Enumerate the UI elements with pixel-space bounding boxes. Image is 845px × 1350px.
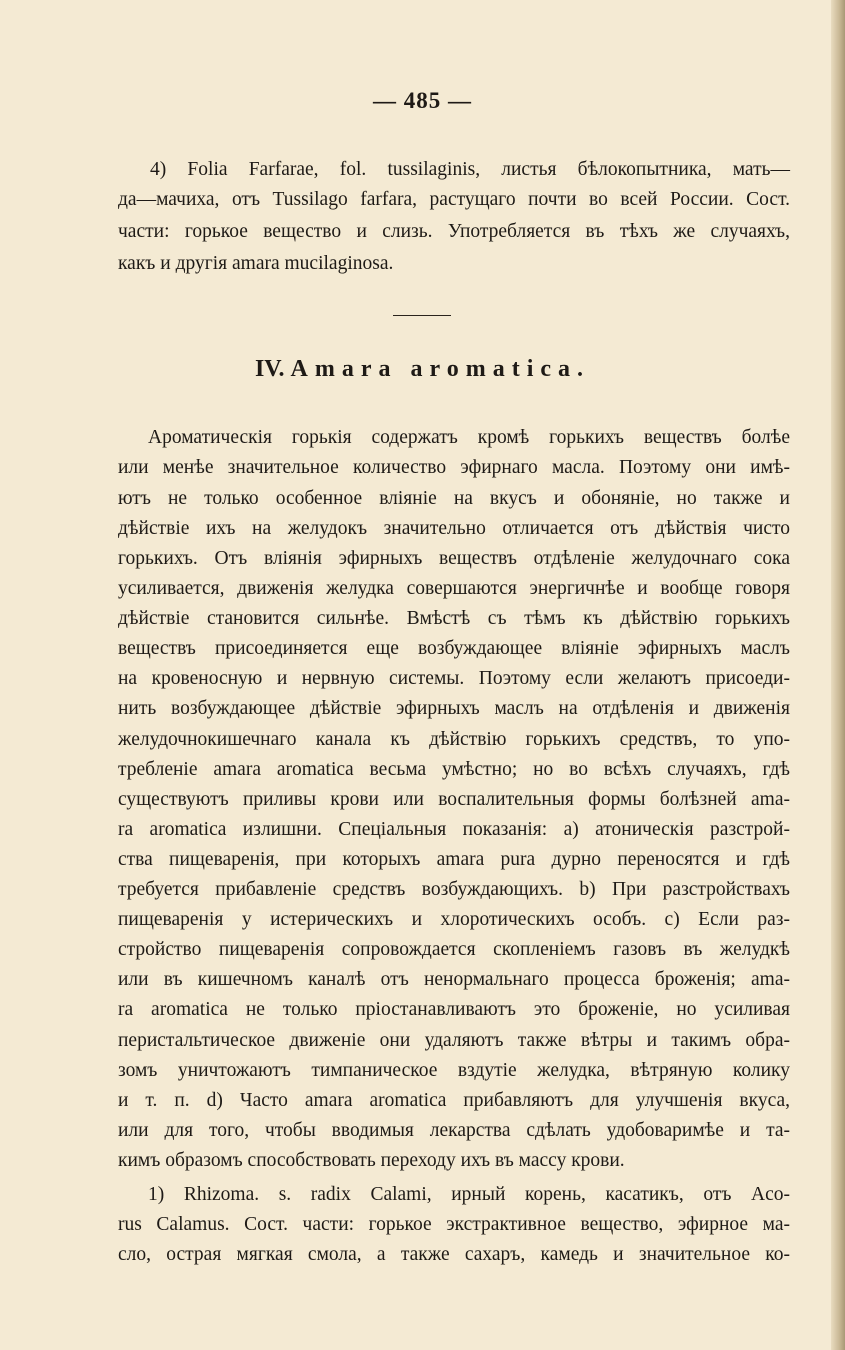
section-title: Amara aromatica. (290, 356, 591, 382)
text-line: ства пищеваренія, при которыхъ amara pura дурно переносятся и гдѣ (118, 849, 790, 870)
text-line: Ароматическія горькія содержатъ кромѣ горькихъ веществъ болѣе (148, 427, 790, 448)
text-line: rus Calamus. Сост. части: горькое экстрактивное вещество, эфирное ма- (118, 1214, 790, 1235)
text-line: нить возбуждающее дѣйствіе эфирныхъ маслъ на отдѣленія и движенія (118, 698, 790, 719)
text-line: на кровеносную и нервную системы. Поэтому если желаютъ присоеди- (118, 668, 790, 689)
text-line: требленіе amara aromatica весьма умѣстно; но во всѣхъ случаяхъ, гдѣ (118, 759, 790, 780)
text-line: стройство пищеваренія сопровождается скопленіемъ газовъ въ желудкѣ (118, 939, 790, 960)
text-line: да—мачиха, отъ Tussilago farfara, растущаго почти во всей России. Сост. (118, 189, 790, 210)
text-line: дѣйствіе становится сильнѣе. Вмѣстѣ съ тѣмъ къ дѣйствію горькихъ (118, 608, 790, 629)
text-line: пищеваренія у истерическихъ и хлоротическихъ особъ. c) Если раз- (118, 909, 790, 930)
section-numeral: IV. (254, 356, 285, 382)
text-line: или менѣе значительное количество эфирнаго масла. Поэтому они имѣ- (118, 457, 790, 478)
page-spine-shadow (831, 0, 845, 1350)
text-line: кимъ образомъ способствовать переходу ихъ въ массу крови. (118, 1150, 625, 1171)
text-line: части: горькое вещество и слизь. Употребляется въ тѣхъ же случаяхъ, (118, 221, 790, 242)
text-line: усиливается, движенія желудка совершаются энергичнѣе и вообще говоря (118, 578, 790, 599)
text-line: веществъ присоединяется еще возбуждающее вліяніе эфирныхъ маслъ (118, 638, 790, 659)
text-line: или въ кишечномъ каналѣ отъ ненормальнаго процесса броженія; ama- (118, 969, 790, 990)
text-line: 4) Folia Farfarae, fol. tussilaginis, листья бѣлокопытника, мать— (150, 159, 790, 180)
text-line: какъ и другія amara mucilaginosa. (118, 253, 394, 274)
text-line: перистальтическое движеніе они удаляютъ также вѣтры и такимъ обра- (118, 1030, 790, 1051)
text-line: 1) Rhizoma. s. radix Calami, ирный корень, касатикъ, отъ Aco- (148, 1184, 790, 1205)
text-line: зомъ уничтожаютъ тимпаническое вздутіе желудка, вѣтряную колику (118, 1060, 790, 1081)
text-line: дѣйствіе ихъ на желудокъ значительно отличается отъ дѣйствія чисто (118, 518, 790, 539)
text-line: требуется прибавленіе средствъ возбуждающихъ. b) При разстройствахъ (118, 879, 790, 900)
text-line: ra aromatica излишни. Спеціальныя показанія: a) атоническія разстрой- (118, 819, 790, 840)
text-line: горькихъ. Отъ вліянія эфирныхъ веществъ отдѣленіе желудочнаго сока (118, 548, 790, 569)
text-line: и т. п. d) Часто amara aromatica прибавляютъ для улучшенія вкуса, (118, 1090, 790, 1111)
page-number: — 485 — (373, 88, 472, 113)
section-heading (0, 356, 845, 383)
text-line: желудочнокишечнаго канала къ дѣйствію горькихъ средствъ, то упо- (118, 729, 790, 750)
section-divider (393, 315, 451, 316)
text-line: сло, острая мягкая смола, а также сахаръ, камедь и значительное ко- (118, 1244, 790, 1265)
text-line: ютъ не только особенное вліяніе на вкусъ и обоняніе, но также и (118, 488, 790, 509)
text-line: или для того, чтобы вводимыя лекарства сдѣлать удобоваримѣе и та- (118, 1120, 790, 1141)
text-line: существуютъ приливы крови или воспалительныя формы болѣзней ama- (118, 789, 790, 810)
text-line: ra aromatica не только пріостанавливаютъ это броженіе, но усиливая (118, 999, 790, 1020)
